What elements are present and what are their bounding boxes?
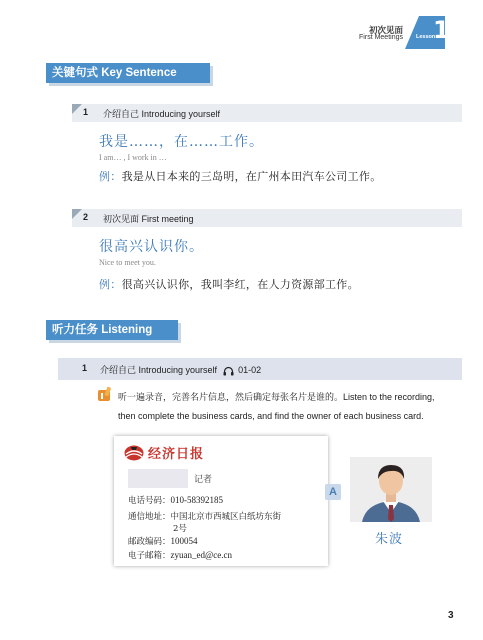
option-badge: A [325,484,341,500]
card-phone [128,494,223,506]
chapter-title-zh: 初次见面 [368,25,403,35]
newspaper-logo-icon [124,445,144,461]
phone-label: 电话号码： [128,496,171,506]
lesson-label: Lesson [416,34,436,40]
card-address [128,510,281,522]
task-title-text: 介绍自己 Introducing yourself [100,365,218,375]
newspaper-name: 经济日报 [148,447,205,462]
example-text: 我是从日本来的三岛明，在广州本田汽车公司工作。 [121,170,382,183]
task-title [100,363,261,376]
pattern-heading-2 [72,209,462,227]
postcode-value: 100054 [170,536,198,546]
corner-marker [72,104,82,114]
task-heading-1 [58,358,462,380]
page-number: 3 [448,610,454,621]
pattern-title: 介绍自己 Introducing yourself [103,109,221,119]
card-postcode [128,535,198,547]
card-address-2: 2号 [173,524,187,534]
section-banner-listening: 听力任务 Listening Tasks [46,320,178,340]
postcode-label: 邮政编码： [128,537,171,547]
task-instruction [118,388,448,426]
example-label: 例： [99,170,122,183]
pencil-hand-icon [97,386,113,402]
example-label: 例： [99,278,122,291]
card-role: 记者 [194,474,213,484]
person-photo [350,457,432,522]
card-email [128,549,232,561]
pattern-heading-1 [72,104,462,122]
lesson-number: 1 [433,16,450,44]
pattern-number: 2 [83,212,89,222]
phone-value: 010-58392185 [170,495,224,505]
example-sentence [99,276,359,292]
chapter-title-en: First Meetings [359,34,403,41]
pattern-en: I am… , I work in … [99,153,167,162]
address-line-1: 中国北京市西城区白纸坊东街 [170,512,282,522]
instruction-line-2: then complete the business cards, and find the owner of each business card. [118,411,424,421]
person-name: 朱波 [375,532,404,547]
task-number: 1 [82,363,88,373]
section-banner-key-patterns: 关键句式 Key Sentence Patterns [46,63,210,83]
pattern-number: 1 [83,107,89,117]
audio-track: 01-02 [238,365,262,375]
example-text: 很高兴认识你，我叫李红，在人力资源部工作。 [121,278,359,291]
pattern-zh: 很高兴认识你。 [99,239,204,255]
corner-marker [72,209,82,219]
address-label: 通信地址： [128,512,171,522]
email-label: 电子邮箱： [128,551,171,561]
example-sentence [99,168,382,184]
instruction-line-1: 听一遍录音，完善名片信息，然后确定每张名片是谁的。Listen to the recording, [118,392,435,402]
headphone-icon[interactable] [223,366,234,376]
email-value: zyuan_ed@ce.cn [170,550,233,560]
pattern-en: Nice to meet you. [99,258,156,267]
pattern-title: 初次见面 First meeting [103,214,194,224]
pattern-zh: 我是……，在……工作。 [99,134,264,150]
name-blank-field[interactable] [128,469,188,488]
business-card [114,436,328,566]
